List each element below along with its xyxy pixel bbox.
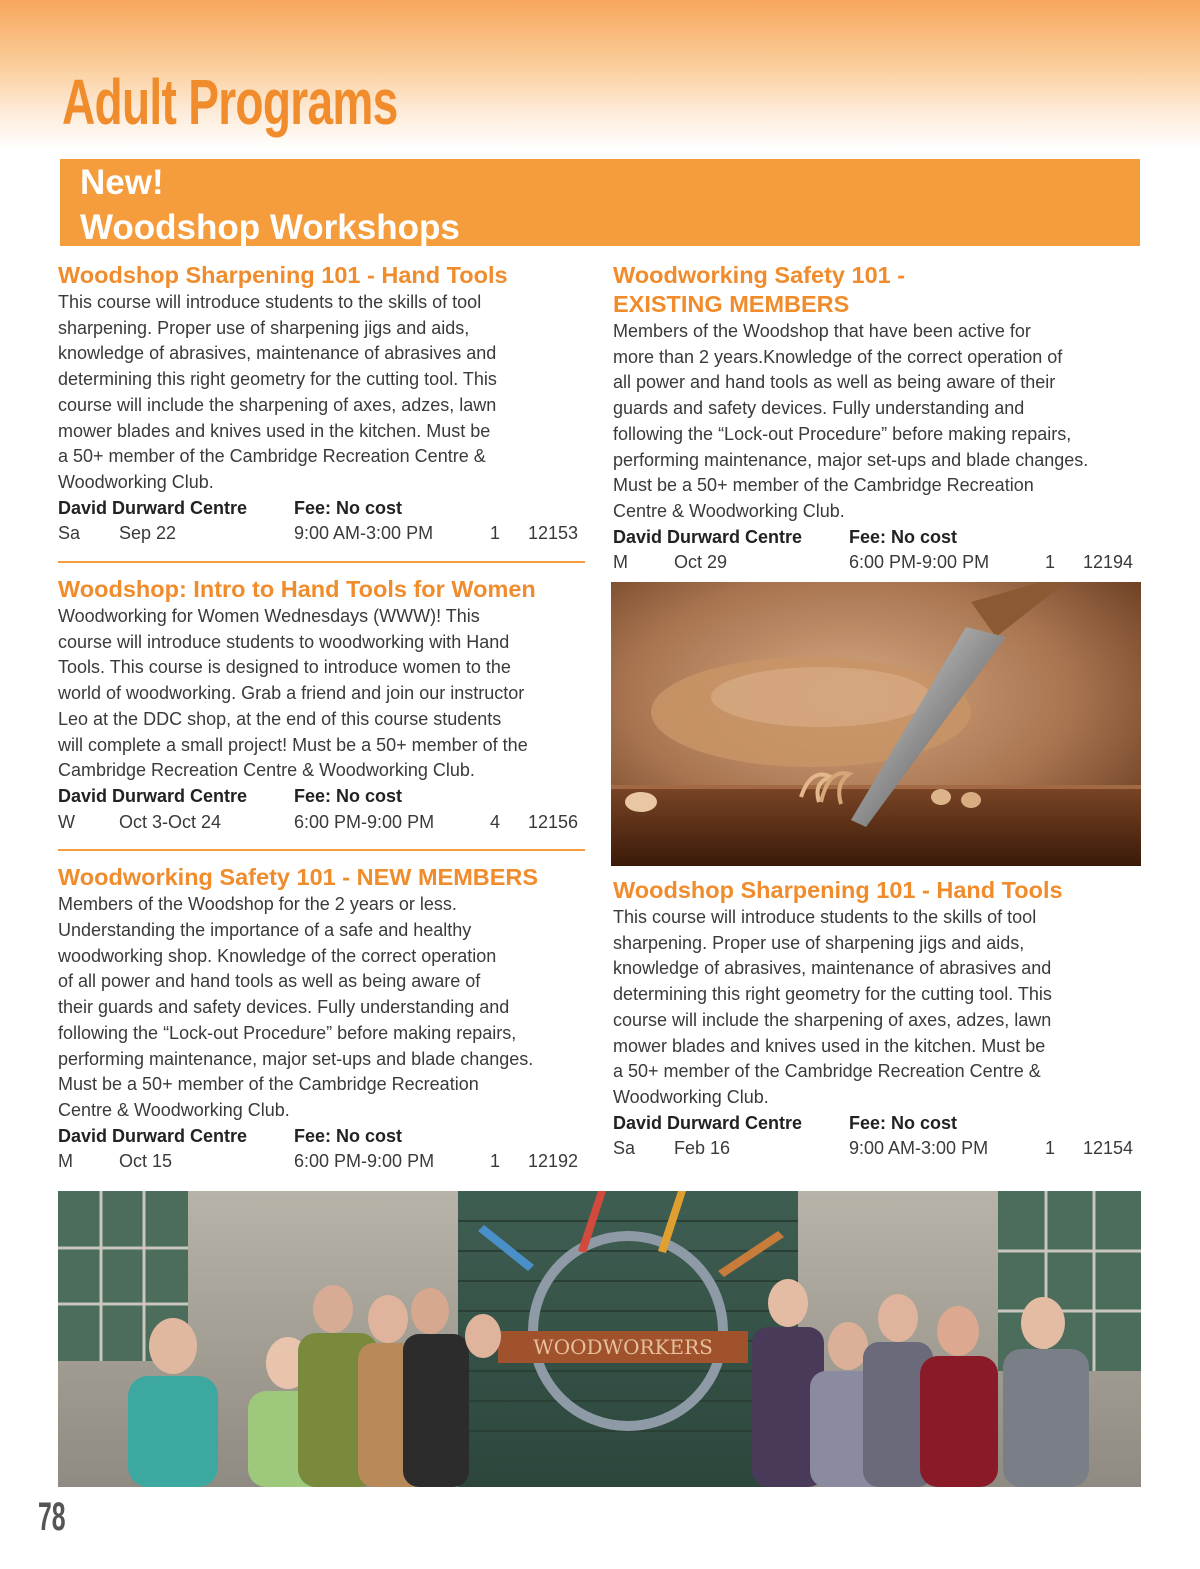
course-time: 6:00 PM-9:00 PM xyxy=(849,552,990,573)
description-line: mower blades and knives used in the kitchen. Must be xyxy=(58,420,491,441)
schedule-row xyxy=(613,550,1143,576)
course-location: David Durward Centre xyxy=(58,497,248,518)
course-day: W xyxy=(58,811,75,832)
banner-section-title: Woodshop Workshops xyxy=(80,208,460,246)
description-line: Leo at the DDC shop, at the end of this course students xyxy=(58,708,502,729)
schedule-row xyxy=(58,521,588,547)
description-line: Centre & Woodworking Club. xyxy=(613,500,845,521)
course-code: 12153 xyxy=(528,523,579,544)
description-line: Must be a 50+ member of the Cambridge Recreation xyxy=(613,475,1034,496)
schedule-row xyxy=(613,1136,1143,1162)
description-line: knowledge of abrasives, maintenance of abrasives and xyxy=(613,958,1052,979)
description-line: woodworking shop. Knowledge of the correct operation xyxy=(58,945,497,966)
course-description xyxy=(613,319,1143,525)
description-line: following the “Lock-out Procedure” before making repairs, xyxy=(613,423,1072,444)
course-location: David Durward Centre xyxy=(613,1112,803,1133)
page-number: 78 xyxy=(38,1495,66,1539)
course-title: Woodshop Sharpening 101 - Hand Tools xyxy=(58,262,508,288)
course-sessions: 1 xyxy=(1045,1138,1056,1159)
right-column xyxy=(613,261,1143,576)
course-time: 9:00 AM-3:00 PM xyxy=(849,1138,989,1159)
right-column-lower xyxy=(613,876,1143,1162)
course-fee: Fee: No cost xyxy=(849,1112,958,1133)
course-sessions: 4 xyxy=(490,811,501,832)
description-line: Woodworking for Women Wednesdays (WWW)! This xyxy=(58,606,480,626)
description-line: more than 2 years.Knowledge of the correct operation of xyxy=(613,346,1063,367)
page-title: Adult Programs xyxy=(62,66,398,138)
course-date: Oct 15 xyxy=(119,1151,173,1172)
course-fee: Fee: No cost xyxy=(294,785,403,806)
course-fee: Fee: No cost xyxy=(849,526,958,547)
description-line: Must be a 50+ member of the Cambridge Recreation xyxy=(58,1074,479,1095)
location-row xyxy=(613,525,1143,551)
course-title-line: Woodworking Safety 101 - xyxy=(613,262,906,288)
description-line: course will introduce students to woodworking with Hand xyxy=(58,631,510,652)
course-sessions: 1 xyxy=(490,1151,501,1172)
description-line: knowledge of abrasives, maintenance of abrasives and xyxy=(58,343,497,364)
description-line: Tools. This course is designed to introduce women to the xyxy=(58,657,511,678)
description-line: performing maintenance, major set-ups and blade changes. xyxy=(613,449,1089,470)
course-date: Sep 22 xyxy=(119,523,177,544)
course-date: Feb 16 xyxy=(674,1138,731,1159)
course-day: M xyxy=(613,552,628,573)
description-line: This course will introduce students to the skills of tool xyxy=(613,907,1037,927)
description-line: following the “Lock-out Procedure” before making repairs, xyxy=(58,1022,517,1043)
course-code: 12194 xyxy=(1083,552,1134,573)
left-column xyxy=(58,261,588,1175)
course-description xyxy=(58,290,588,496)
description-line: This course will introduce students to the skills of tool xyxy=(58,292,482,312)
description-line: a 50+ member of the Cambridge Recreation Centre & xyxy=(58,446,486,467)
group-photo-illustration xyxy=(58,1191,1141,1487)
description-line: sharpening. Proper use of sharpening jigs and aids, xyxy=(58,317,470,338)
location-row xyxy=(58,784,588,810)
course-safety-new xyxy=(58,863,588,1175)
course-location: David Durward Centre xyxy=(613,526,803,547)
course-title: Woodworking Safety 101 - NEW MEMBERS xyxy=(58,864,539,891)
mural-sign-text: WOODWORKERS xyxy=(533,1335,713,1359)
course-code: 12192 xyxy=(528,1151,579,1172)
description-line: sharpening. Proper use of sharpening jigs and aids, xyxy=(613,932,1025,953)
description-line: course will include the sharpening of axes, adzes, lawn xyxy=(613,1009,1052,1030)
course-time: 6:00 PM-9:00 PM xyxy=(294,1151,435,1172)
course-code: 12156 xyxy=(528,811,579,832)
description-line: Woodworking Club. xyxy=(58,471,214,492)
course-day: Sa xyxy=(613,1138,636,1159)
section-banner xyxy=(60,159,1140,246)
description-line: their guards and safety devices. Fully understanding and xyxy=(58,997,510,1018)
course-day: Sa xyxy=(58,523,81,544)
course-description xyxy=(58,892,588,1123)
description-line: of all power and hand tools as well as being aware of xyxy=(58,971,481,992)
course-intro-women xyxy=(58,575,588,835)
description-line: Members of the Woodshop that have been active for xyxy=(613,321,1031,341)
course-title-line: EXISTING MEMBERS xyxy=(613,291,850,317)
chisel-illustration xyxy=(611,582,1141,866)
description-line: will complete a small project! Must be a 50+ member of the xyxy=(58,734,528,755)
course-divider xyxy=(58,849,585,851)
description-line: a 50+ member of the Cambridge Recreation Centre & xyxy=(613,1061,1041,1082)
course-description xyxy=(613,905,1143,1111)
description-line: world of woodworking. Grab a friend and join our instructor xyxy=(58,683,525,704)
location-row xyxy=(613,1111,1143,1137)
location-row xyxy=(58,496,588,522)
banner-new-label: New! xyxy=(80,163,164,202)
description-line: mower blades and knives used in the kitchen. Must be xyxy=(613,1035,1046,1056)
course-title xyxy=(613,261,1143,319)
course-sessions: 1 xyxy=(490,523,501,544)
description-line: Cambridge Recreation Centre & Woodworking Club. xyxy=(58,760,475,781)
group-photo xyxy=(58,1191,1141,1487)
schedule-row xyxy=(58,810,588,836)
course-time: 6:00 PM-9:00 PM xyxy=(294,811,435,832)
description-line: Understanding the importance of a safe and healthy xyxy=(58,920,472,940)
description-line: Members of the Woodshop for the 2 years or less. xyxy=(58,894,457,915)
course-location: David Durward Centre xyxy=(58,785,248,806)
course-time: 9:00 AM-3:00 PM xyxy=(294,523,434,544)
course-date: Oct 29 xyxy=(674,552,728,573)
course-location: David Durward Centre xyxy=(58,1125,248,1146)
course-divider xyxy=(58,561,585,563)
course-sharpening-winter xyxy=(613,876,1143,1162)
course-title: Woodshop Sharpening 101 - Hand Tools xyxy=(613,877,1063,903)
description-line: guards and safety devices. Fully understanding and xyxy=(613,398,1025,419)
course-code: 12154 xyxy=(1083,1138,1134,1159)
description-line: performing maintenance, major set-ups and blade changes. xyxy=(58,1048,534,1069)
course-fee: Fee: No cost xyxy=(294,1125,403,1146)
course-sessions: 1 xyxy=(1045,552,1056,573)
description-line: determining this right geometry for the cutting tool. This xyxy=(613,984,1052,1005)
course-title: Woodshop: Intro to Hand Tools for Women xyxy=(58,576,536,602)
course-day: M xyxy=(58,1151,73,1172)
description-line: determining this right geometry for the cutting tool. This xyxy=(58,369,497,390)
schedule-row xyxy=(58,1149,588,1175)
course-date: Oct 3-Oct 24 xyxy=(119,811,222,832)
description-line: all power and hand tools as well as being aware of their xyxy=(613,372,1056,393)
description-line: Woodworking Club. xyxy=(613,1086,769,1107)
course-safety-existing xyxy=(613,261,1143,576)
course-sharpening-fall xyxy=(58,261,588,547)
chisel-photo xyxy=(611,582,1141,866)
course-fee: Fee: No cost xyxy=(294,497,403,518)
location-row xyxy=(58,1124,588,1150)
description-line: course will include the sharpening of axes, adzes, lawn xyxy=(58,394,497,415)
course-description xyxy=(58,604,588,784)
description-line: Centre & Woodworking Club. xyxy=(58,1099,290,1120)
